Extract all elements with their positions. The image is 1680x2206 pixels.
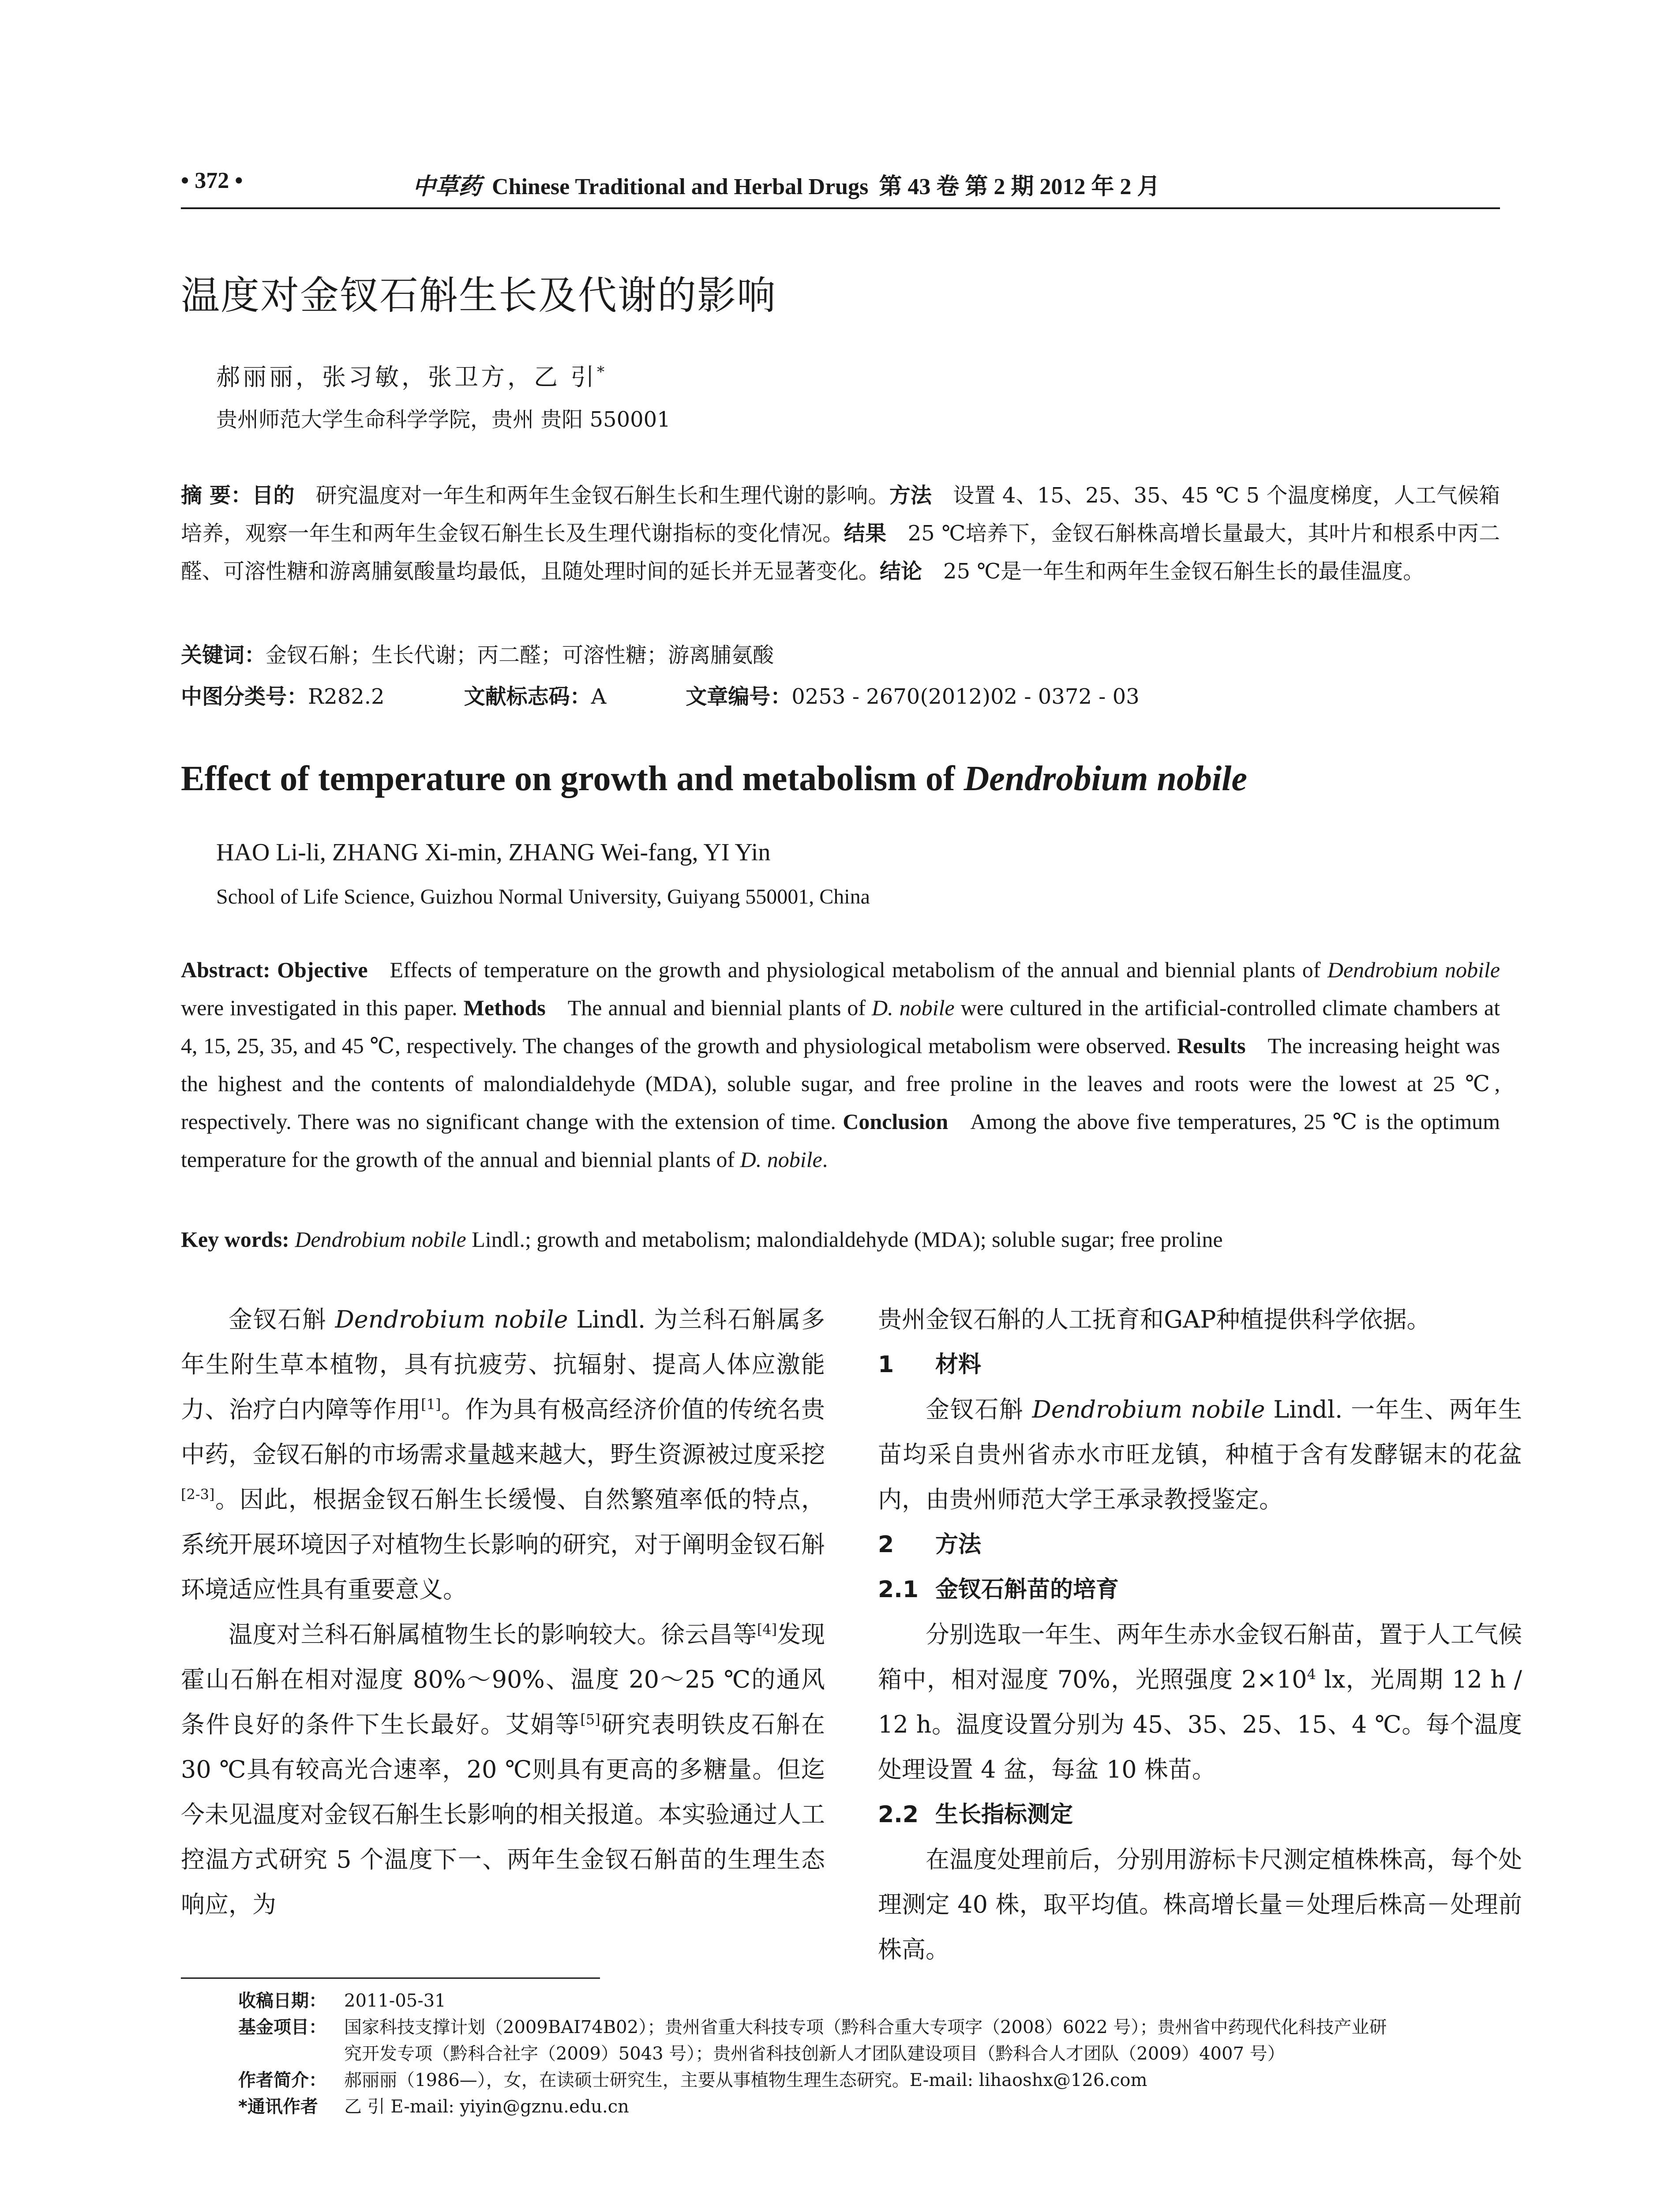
footnote-text: 2011-05-31 bbox=[344, 1991, 446, 2011]
journal-logo-cn: 中草药 bbox=[412, 174, 482, 199]
body-text: 。因此，根据金钗石斛生长缓慢、自然繁殖率低的特点，系统开展环境因子对植物生长影响的研究，对于阐明金钗石斛环境适应性具有重要意义。 bbox=[181, 1486, 825, 1603]
section-heading bbox=[878, 1522, 1522, 1567]
section-number: 2 bbox=[878, 1531, 894, 1558]
en-obj-text-1: Effects of temperature on the growth and physiological metabolism of the annual and biennial plants of bbox=[390, 957, 1328, 982]
species-name: Dendrobium nobile bbox=[1032, 1396, 1265, 1423]
clc-group bbox=[181, 684, 385, 709]
en-keywords bbox=[181, 1227, 1500, 1252]
clc-label: 中图分类号： bbox=[181, 684, 308, 709]
body-column-left bbox=[181, 1297, 825, 1927]
body-text: Lindl. 为兰科石斛属多年生附生草本植物，具有抗疲劳、抗辐射、提高人体应激能力、治疗白内障等作用 bbox=[181, 1306, 825, 1423]
subsection-heading bbox=[878, 1792, 1522, 1837]
footnote-text: 乙 引 E-mail: yiyin@gznu.edu.cn bbox=[344, 2097, 629, 2117]
footnote-fund-continued: 究开发专项（黔科合社字（2009）5043 号）；贵州省科技创新人才团队建设项目（黔科合人才团队（2009）4007 号） bbox=[344, 2044, 1285, 2064]
section-title: 方法 bbox=[935, 1531, 982, 1558]
en-title-species: Dendrobium nobile bbox=[964, 759, 1247, 798]
journal-name bbox=[412, 168, 1160, 201]
body-text: 金钗石斛 bbox=[229, 1306, 335, 1333]
footnote-label: *通讯作者 bbox=[238, 2097, 318, 2117]
en-method-text-1: The annual and biennial plants of bbox=[567, 995, 872, 1020]
footnote-author bbox=[181, 2067, 1500, 2093]
footnote-corresponding bbox=[181, 2093, 1500, 2120]
cn-keywords-text: 金钗石斛；生长代谢；丙二醛；可溶性糖；游离脯氨酸 bbox=[266, 643, 774, 668]
en-method-label: Methods bbox=[463, 995, 546, 1020]
section-title: 生长指标测定 bbox=[935, 1801, 1073, 1828]
journal-name-en: Chinese Traditional and Herbal Drugs bbox=[492, 174, 869, 199]
en-abstract-label: Abstract: bbox=[181, 957, 270, 982]
body-text: 金钗石斛 bbox=[926, 1396, 1032, 1423]
en-method-species: D. nobile bbox=[872, 995, 955, 1020]
en-result-text: The increasing height was the highest and the contents of malondialdehyde (MDA), soluble sugar, and free proline in the leaves and roots were the lowest at 25 ℃, respectively. There was no significant change with the extension of time. bbox=[181, 1033, 1500, 1134]
cn-method-label: 方法 bbox=[889, 483, 932, 508]
clc-value: R282.2 bbox=[308, 684, 385, 709]
en-keywords-text: Lindl.; growth and metabolism; malondialdehyde (MDA); soluble sugar; free proline bbox=[466, 1227, 1223, 1252]
cn-result-label: 结果 bbox=[844, 521, 887, 546]
cn-abstract bbox=[181, 476, 1500, 590]
en-title bbox=[181, 759, 1247, 799]
body-paragraph bbox=[878, 1612, 1522, 1792]
en-method-text-2: were cultured in the artificial-controlled climate chambers at 4, 15, 25, 35, and 45 ℃, respectively. The changes of the growth and physiological metabolism were observed. bbox=[181, 995, 1500, 1058]
article-value: 0253 - 2670(2012)02 - 0372 - 03 bbox=[791, 684, 1140, 709]
section-title: 材料 bbox=[935, 1351, 982, 1378]
section-title: 金钗石斛苗的培育 bbox=[935, 1576, 1119, 1603]
citation: [1] bbox=[421, 1396, 441, 1413]
running-header bbox=[181, 168, 1500, 203]
en-abstract bbox=[181, 951, 1500, 1178]
cn-classification bbox=[181, 679, 1500, 710]
header-rule bbox=[181, 207, 1500, 209]
en-obj-text-2: were investigated in this paper. bbox=[181, 995, 464, 1020]
doc-value: A bbox=[591, 684, 607, 709]
en-title-text: Effect of temperature on growth and metabolism of bbox=[181, 759, 964, 798]
cn-author-list: 郝丽丽，张习敏，张卫方，乙 引 bbox=[216, 363, 597, 391]
cn-conclusion-text: 25 ℃是一年生和两年生金钗石斛生长的最佳温度。 bbox=[943, 559, 1425, 584]
article-label: 文章编号： bbox=[686, 684, 792, 709]
doc-label: 文献标志码： bbox=[464, 684, 591, 709]
body-text: 温度对兰科石斛属植物生长的影响较大。徐云昌等 bbox=[229, 1621, 757, 1648]
species-name: Dendrobium nobile bbox=[335, 1306, 568, 1333]
body-paragraph: 贵州金钗石斛的人工抚育和GAP种植提供科学依据。 bbox=[878, 1306, 1431, 1333]
cn-conclusion-label: 结论 bbox=[880, 559, 922, 584]
body-paragraph bbox=[181, 1297, 825, 1612]
cn-obj-text: 研究温度对一年生和两年生金钗石斛生长和生理代谢的影响。 bbox=[315, 483, 889, 508]
body-paragraph: 在温度处理前后，分别用游标卡尺测定植株株高，每个处理测定 40 株，取平均值。株高增长量＝处理后株高－处理前株高。 bbox=[878, 1846, 1522, 1963]
footnote-received bbox=[181, 1988, 1500, 2014]
body-paragraph bbox=[878, 1387, 1522, 1522]
en-conclusion-text-2: . bbox=[822, 1147, 828, 1172]
body-text: Lindl. 一年生、两年生苗均采自贵州省赤水市旺龙镇，种植于含有发酵锯末的花盆内，由贵州师范大学王承录教授鉴定。 bbox=[878, 1396, 1522, 1513]
body-text: 。作为具有极高经济价值的传统名贵中药，金钗石斛的市场需求量越来越大，野生资源被过度采挖 bbox=[181, 1396, 825, 1468]
section-number: 1 bbox=[878, 1351, 894, 1378]
body-text: 分别选取一年生、两年生赤水金钗石斛苗，置于人工气候箱中，相对湿度 70%，光照强度 2×10 bbox=[878, 1621, 1522, 1693]
en-conclusion-text-1: Among the above five temperatures, 25 ℃ is the optimum temperature for the growth of the annual and biennial plants of bbox=[181, 1109, 1500, 1172]
en-conclusion-species: D. nobile bbox=[740, 1147, 822, 1172]
footnote-label: 作者简介： bbox=[238, 2070, 326, 2090]
en-obj-label: Objective bbox=[277, 957, 368, 982]
en-conclusion-label: Conclusion bbox=[843, 1109, 949, 1134]
body-text: 研究表明铁皮石斛在 30 ℃具有较高光合速率，20 ℃则具有更高的多糖量。但迄今未见温度对金钗石斛生长影响的相关报道。本实验通过人工控温方式研究 5 个温度下一、两年生金钗石斛苗的生理生态响应，为 bbox=[181, 1711, 825, 1918]
footnote-rule bbox=[181, 1977, 600, 1979]
section-number: 2.2 bbox=[878, 1801, 919, 1828]
footnote-text: 郝丽丽（1986—），女，在读硕士研究生，主要从事植物生理生态研究。E-mail: lihaoshx@126.com bbox=[344, 2070, 1148, 2090]
en-result-label: Results bbox=[1177, 1033, 1246, 1058]
cn-abstract-label: 摘 要： bbox=[181, 483, 252, 508]
section-number: 2.1 bbox=[878, 1576, 919, 1603]
en-keywords-species: Dendrobium nobile bbox=[295, 1227, 466, 1252]
footnote-label: 基金项目： bbox=[238, 2017, 326, 2037]
en-keywords-label: Key words: bbox=[181, 1227, 289, 1252]
body-text: lx，光周期 12 h / 12 h。温度设置分别为 45、35、25、15、4 ℃。每个温度处理设置 4 盆，每盆 10 株苗。 bbox=[878, 1666, 1522, 1783]
cn-authors bbox=[216, 358, 607, 392]
page-number: • 372 • bbox=[181, 168, 243, 193]
cn-keywords-label: 关键词： bbox=[181, 643, 266, 668]
en-authors: HAO Li-li, ZHANG Xi-min, ZHANG Wei-fang, YI Yin bbox=[216, 839, 771, 866]
cn-title: 温度对金钗石斛生长及代谢的影响 bbox=[181, 273, 777, 318]
cn-method-text: 设置 4、15、25、35、45 ℃ 5 个温度梯度，人工气候箱培养，观察一年生和两年生金钗石斛生长及生理代谢指标的变化情况。 bbox=[181, 483, 1500, 546]
en-obj-species: Dendrobium nobile bbox=[1327, 957, 1500, 982]
citation: [4] bbox=[757, 1621, 777, 1638]
article-group bbox=[686, 684, 1139, 709]
footnote-fund bbox=[181, 2014, 1500, 2041]
superscript: 4 bbox=[1307, 1666, 1316, 1683]
body-paragraph bbox=[181, 1612, 825, 1927]
cn-affiliation: 贵州师范大学生命科学学院，贵州 贵阳 550001 bbox=[216, 407, 671, 432]
body-column-right bbox=[878, 1297, 1522, 1972]
en-affiliation: School of Life Science, Guizhou Normal University, Guiyang 550001, China bbox=[216, 885, 870, 908]
footnote-text: 国家科技支撑计划（2009BAI74B02）；贵州省重大科技专项（黔科合重大专项字（2008）6022 号）；贵州省中药现代化科技产业研 bbox=[344, 2017, 1387, 2037]
cn-keywords bbox=[181, 638, 774, 668]
doc-group bbox=[464, 684, 607, 709]
cn-result-text: 25 ℃培养下，金钗石斛株高增长量最大，其叶片和根系中丙二醛、可溶性糖和游离脯氨酸量均最低，且随处理时间的延长并无显著变化。 bbox=[181, 521, 1500, 584]
subsection-heading bbox=[878, 1567, 1522, 1612]
cn-obj-label: 目的 bbox=[252, 483, 295, 508]
citation: [5] bbox=[580, 1711, 600, 1728]
section-heading bbox=[878, 1342, 1522, 1387]
body-text: 发现霍山石斛在相对湿度 80%～90%、温度 20～25 ℃的通风条件良好的条件下生长最好。艾娟等 bbox=[181, 1621, 825, 1738]
footnote-label: 收稿日期： bbox=[238, 1991, 326, 2011]
corresponding-mark: * bbox=[597, 363, 608, 381]
issue-info: 第 43 卷 第 2 期 2012 年 2 月 bbox=[879, 174, 1160, 199]
citation: [2-3] bbox=[181, 1486, 215, 1503]
